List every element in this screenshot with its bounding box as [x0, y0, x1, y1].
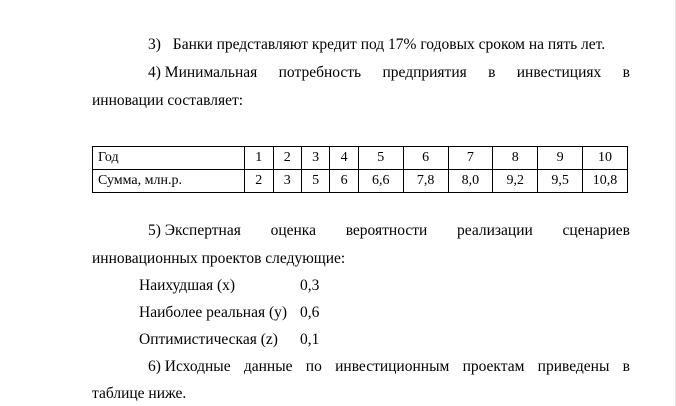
- table-row: [93, 170, 628, 193]
- table-cell: 2: [245, 170, 273, 193]
- item-4-word: потребность: [278, 64, 362, 81]
- scenario-optimistic: [139, 330, 278, 350]
- table-row-label: Сумма, млн.р.: [93, 170, 245, 193]
- scenario-realistic: [139, 303, 287, 323]
- table-cell: 7,8: [403, 170, 448, 193]
- table-cell: 2: [273, 147, 301, 170]
- item-3: [148, 35, 605, 55]
- item-3-text: Банки представляют кредит под 17% годовых сроком на пять лет.: [172, 36, 606, 53]
- table-cell: 3: [301, 147, 329, 170]
- table-cell: 8,0: [448, 170, 493, 193]
- table-cell: 5: [358, 147, 403, 170]
- item-5-word: оценка: [270, 222, 316, 239]
- table-cell: 4: [330, 147, 358, 170]
- investment-need-table: [92, 146, 628, 193]
- table-cell: 9,2: [493, 170, 538, 193]
- item-6-word: по: [305, 358, 322, 375]
- item-4-line-2: инновации составляет:: [92, 92, 244, 109]
- item-4-number: 4) Минимальная: [148, 64, 258, 81]
- table-cell: 9,5: [538, 170, 583, 193]
- item-4-word: в: [488, 64, 496, 81]
- scenario-label: Оптимистическая (z): [139, 331, 278, 348]
- item-6-number: 6) Исходные: [148, 358, 231, 375]
- table-cell: 3: [273, 170, 301, 193]
- scenario-optimistic-value: 0,1: [300, 331, 320, 348]
- scenario-realistic-value: 0,6: [300, 304, 320, 321]
- table-cell: 5: [301, 170, 329, 193]
- item-6-line-1: [148, 357, 630, 377]
- item-6-word: данные: [243, 358, 293, 375]
- item-5-number: 5) Экспертная: [148, 222, 241, 239]
- item-4-word: в: [622, 64, 630, 81]
- item-6-line-2: таблице ниже.: [92, 385, 187, 402]
- table-cell: 8: [493, 147, 538, 170]
- scenario-worst-value: 0,3: [300, 277, 320, 294]
- table-row: [93, 147, 628, 170]
- scenario-label: Наиболее реальная (у): [139, 304, 288, 321]
- table-cell: 9: [538, 147, 583, 170]
- item-5-word: реализации: [457, 222, 533, 239]
- item-5-word: вероятности: [345, 222, 428, 239]
- table-cell: 7: [448, 147, 493, 170]
- item-5-line-2: инновационных проектов следующие:: [92, 250, 346, 267]
- table-cell: 6: [403, 147, 448, 170]
- item-6-word: проектам: [462, 358, 525, 375]
- item-6-word: инвестиционным: [335, 358, 450, 375]
- scenario-worst: [139, 276, 235, 296]
- table-cell: 10,8: [583, 170, 628, 193]
- item-3-number: 3): [148, 36, 161, 53]
- item-5-line-1: [148, 221, 630, 241]
- item-5-word: сценариев: [562, 222, 630, 239]
- table-cell: 6: [330, 170, 358, 193]
- item-4-line-1: [148, 63, 630, 83]
- table-row-label: Год: [93, 147, 245, 170]
- table-cell: 6,6: [358, 170, 403, 193]
- item-6-word: в: [622, 358, 630, 375]
- table-cell: 10: [583, 147, 628, 170]
- item-6-word: приведены: [537, 358, 610, 375]
- item-4-word: предприятия: [382, 64, 467, 81]
- item-4-word: инвестициях: [516, 64, 602, 81]
- scenario-label: Наихудшая (х): [139, 277, 236, 294]
- table-cell: 1: [245, 147, 273, 170]
